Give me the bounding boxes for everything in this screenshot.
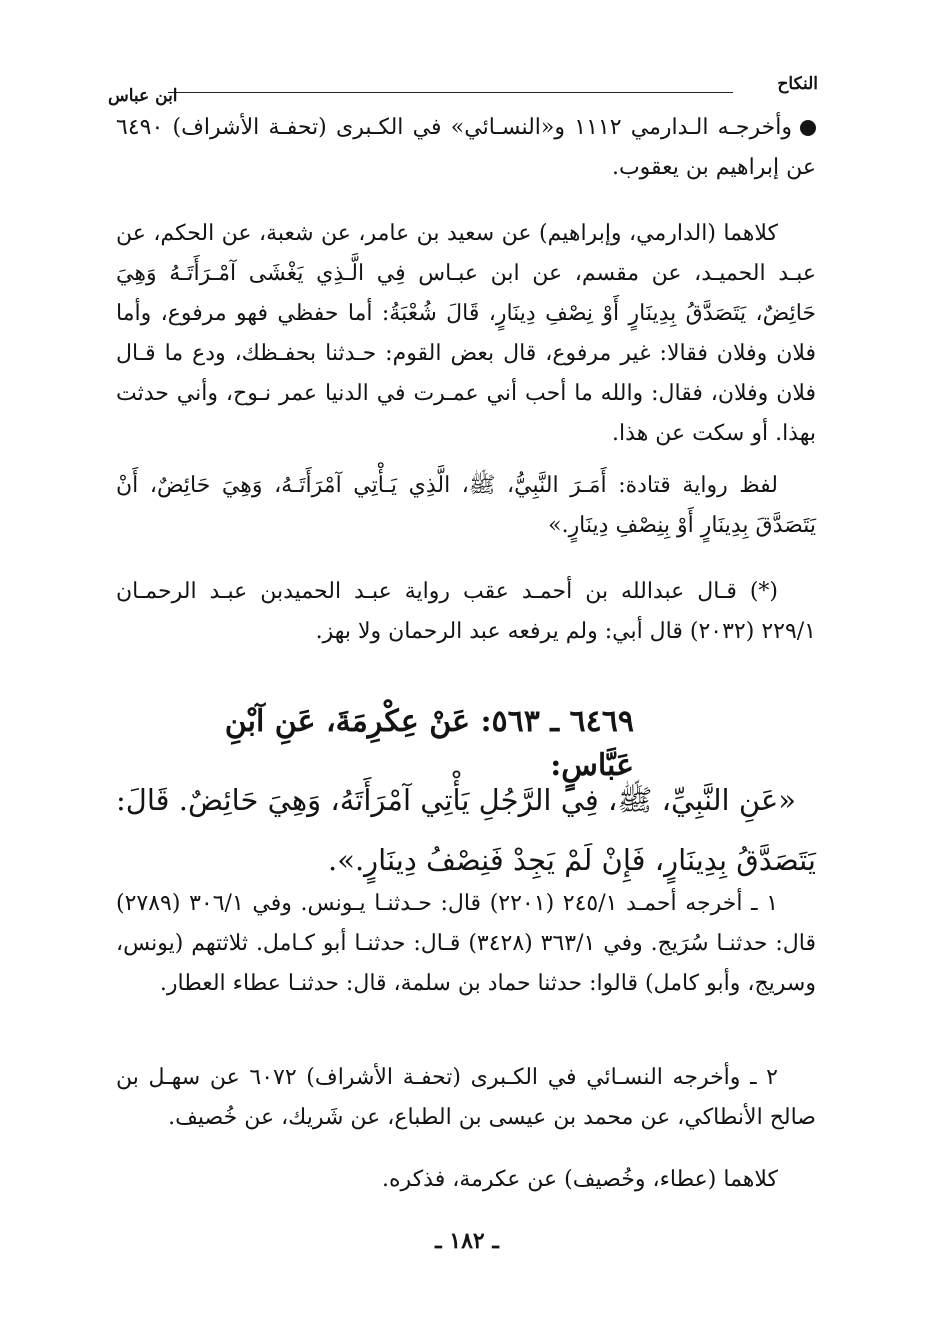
takhrij-item-1: [116, 884, 816, 1004]
chapter-title: النكاح: [777, 74, 818, 94]
paragraph: [116, 108, 816, 188]
takhrij-nasai-block: [116, 108, 816, 188]
takhrij-1-text: ١ ـ أخرجه أحمـد ٢٤٥/١ (٢٢٠١) قال: حـدثنـا يـونس. وفي ٣٠٦/١ (٢٧٨٩) قال: حدثنـا سُرَيج. وفي ٣٦٣/١ (٣٤٢٨) قـال: حدثنـا أبو كـامل. ثلاثتهم (يونس، وسريج، وأبو كامل) قالوا: حدثنا حماد بن سلمة، قال: حدثنـا عطاء العطار.: [116, 891, 816, 996]
kilahuma-block: [116, 214, 816, 454]
kilahuma-final-text: كلاهما (عطاء، وخُصيف) عن عكرمة، فذكره.: [382, 1167, 778, 1192]
qatada-text: لفظ رواية قتادة: أَمَـرَ النَّبِيُّ، ﷺ، الَّذِي يَـأْتِي آمْرَأَتَـهُ، وَهِيَ حَائِضٌ، أَنْ يَتَصَدَّقَ بِدِينَارٍ أَوْ بِنِصْفِ دِينَارٍ.»: [116, 473, 816, 538]
bullet-icon: [800, 120, 816, 136]
takhrij-nasai-text: وأخرجـه الـدارمي ١١١٢ و«النسـائي» في الكـبرى (تحفـة الأشراف) ٦٤٩٠ عن إبراهيم بن يعقوب.: [116, 115, 816, 180]
hadith-matn-block: [116, 770, 816, 890]
hadith-number: ٦٤٦٩ ـ ٥٦٣:: [480, 704, 634, 739]
kilahuma-text: كلاهما (الدارمي، وإبراهيم) عن سعيد بن عامر، عن شعبة، عن الحكم، عن عبـد الحميـد، عن مقسم، عن ابن عبـاس فِي الَّـذِي يَغْشَى آمْـرَأَتَـهُ وَهِيَ حَائِضٌ، يَتَصَدَّقُ بِدِينَارٍ أَوْ نِصْفِ دِينَارٍ، قَالَ شُعْبَةُ: أما حفظي فهو مرفوع، وأما فلان وفلان فقالا: غير مرفوع، قال بعض القوم: حـدثنا بحفـظك، ودع ما قـال فلان وفلان، فقال: والله ما أحب أني عمـرت في الدنيا عمر نـوح، وأني حدثت بهذا. أو سكت عن هذا.: [116, 221, 816, 446]
takhrij-2-text: ٢ ـ وأخرجه النسـائي في الكـبرى (تحفـة الأشراف) ٦٠٧٢ عن سهـل بن صالح الأنطاكي، عن محمد بن عيسى بن الطباع، عن شَريك، عن خُصيف.: [116, 1065, 816, 1130]
narrator-title: ابن عباس: [108, 86, 178, 106]
qatada-block: [116, 466, 816, 546]
hadith-isnad: عَنْ عِكْرِمَةَ، عَنِ آبْنِ عَبَّاسٍ:: [224, 704, 634, 783]
header-rule: [168, 92, 733, 93]
footnote-block: [116, 572, 816, 652]
hadith-matn: «عَنِ النَّبِيِّ، ﷺ، فِي الرَّجُلِ يَأْتِي آمْرَأَتَهُ، وَهِيَ حَائِضٌ. قَالَ: يَتَصَدَّقُ بِدِينَارٍ، فَإِنْ لَمْ يَجِدْ فَنِصْفُ دِينَارٍ.».: [116, 783, 816, 877]
takhrij-item-2: [116, 1058, 816, 1138]
running-head: [108, 72, 818, 106]
kilahuma-final-block: [116, 1160, 816, 1200]
page-number: ـ ١٨٢ ـ: [435, 1228, 499, 1254]
footnote-text: (*) قـال عبدالله بن أحمـد عقب رواية عبـد الحميدبن عبـد الرحمـان ٢٢٩/١ (٢٠٣٢) قال أبي: ولم يرفعه عبد الرحمان ولا بهز.: [116, 579, 816, 644]
